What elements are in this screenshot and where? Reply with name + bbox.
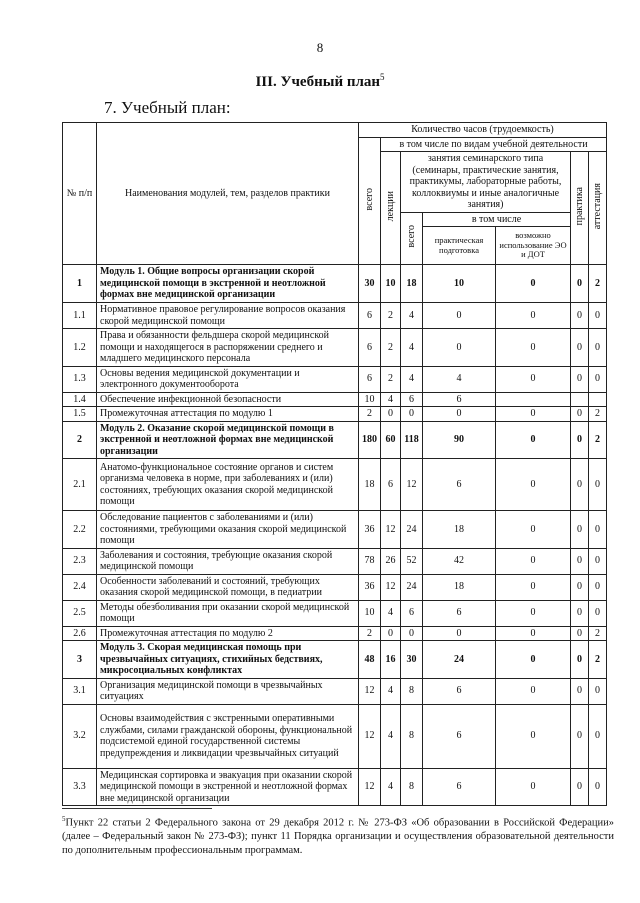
row-attestation: 0 — [589, 704, 607, 768]
row-total-hours: 2 — [359, 626, 381, 641]
topic-row — [63, 329, 607, 367]
row-attestation: 2 — [589, 407, 607, 422]
row-lecture-hours: 2 — [381, 303, 401, 329]
row-number: 2.5 — [63, 600, 97, 626]
header-seminar: занятия семинарского типа (семинары, практические занятия, практикумы, лабораторные работы, коллоквиумы и иные аналогичные занятия) — [401, 152, 571, 213]
row-total-hours: 6 — [359, 303, 381, 329]
topic-row — [63, 366, 607, 392]
header-v-tom-chisle: в том числе — [423, 212, 571, 227]
header-praktika-cell — [571, 152, 589, 265]
row-number: 3.2 — [63, 704, 97, 768]
row-practical-training: 0 — [423, 407, 496, 422]
row-name: Модуль 3. Скорая медицинская помощь при чрезвычайных ситуациях, стихийных бедствиях, микросоциальных конфликтах — [97, 641, 359, 679]
row-name: Основы ведения медицинской документации и электронного документооборота — [97, 366, 359, 392]
row-number: 3 — [63, 641, 97, 679]
row-practical-training: 6 — [423, 704, 496, 768]
module-row — [63, 265, 607, 303]
topic-row — [63, 407, 607, 422]
row-eo-dot: 0 — [496, 303, 571, 329]
row-name: Права и обязанности фельдшера скорой медицинской помощи и находящегося в распоряжении среднего и младшего медицинского персонала — [97, 329, 359, 367]
row-eo-dot: 0 — [496, 459, 571, 511]
header-attestatsiya: аттестация — [592, 183, 603, 230]
row-seminar-hours: 6 — [401, 392, 423, 407]
row-practice: 0 — [571, 407, 589, 422]
row-total-hours: 78 — [359, 548, 381, 574]
row-seminar-hours: 4 — [401, 329, 423, 367]
row-attestation: 0 — [589, 459, 607, 511]
header-praktika: практика — [574, 187, 585, 226]
row-eo-dot: 0 — [496, 678, 571, 704]
topic-row — [63, 303, 607, 329]
row-practice: 0 — [571, 459, 589, 511]
topic-row — [63, 574, 607, 600]
row-practical-training: 6 — [423, 392, 496, 407]
row-seminar-hours: 0 — [401, 407, 423, 422]
module-row — [63, 421, 607, 459]
row-name: Основы взаимодействия с экстренными оперативными службами, силами гражданской обороны, функциональной подсистемой единой государственной системы предупреждения и ликвидации чрезвычайных ситуаций — [97, 704, 359, 768]
row-attestation: 0 — [589, 768, 607, 806]
header-eo-dot: возможно использование ЭО и ДОТ — [496, 227, 571, 265]
row-total-hours: 12 — [359, 678, 381, 704]
row-lecture-hours: 16 — [381, 641, 401, 679]
section-title — [0, 72, 640, 91]
row-practical-training: 0 — [423, 303, 496, 329]
row-lecture-hours: 2 — [381, 329, 401, 367]
row-lecture-hours: 6 — [381, 459, 401, 511]
row-lecture-hours: 2 — [381, 366, 401, 392]
title-footnote-mark: 5 — [380, 72, 385, 82]
row-name: Медицинская сортировка и эвакуация при оказании скорой медицинской помощи в экстренной и неотложной формах вне медицинской организации — [97, 768, 359, 806]
row-seminar-hours: 24 — [401, 511, 423, 549]
module-row — [63, 641, 607, 679]
row-practice: 0 — [571, 600, 589, 626]
row-seminar-hours: 24 — [401, 574, 423, 600]
row-practice: 0 — [571, 641, 589, 679]
row-number: 3.3 — [63, 768, 97, 806]
row-eo-dot: 0 — [496, 366, 571, 392]
table-body — [63, 123, 607, 806]
row-practice: 0 — [571, 265, 589, 303]
row-lecture-hours: 12 — [381, 574, 401, 600]
row-attestation: 2 — [589, 421, 607, 459]
row-total-hours: 2 — [359, 407, 381, 422]
row-total-hours: 48 — [359, 641, 381, 679]
row-attestation: 2 — [589, 641, 607, 679]
row-number: 2.6 — [63, 626, 97, 641]
row-seminar-hours: 8 — [401, 704, 423, 768]
row-number: 1.1 — [63, 303, 97, 329]
row-number: 1.3 — [63, 366, 97, 392]
row-total-hours: 6 — [359, 329, 381, 367]
row-eo-dot: 0 — [496, 600, 571, 626]
row-eo-dot: 0 — [496, 641, 571, 679]
row-lecture-hours: 4 — [381, 600, 401, 626]
page-number: 8 — [316, 40, 324, 55]
row-number: 1 — [63, 265, 97, 303]
footnote-mark: 5 — [62, 815, 66, 823]
row-eo-dot: 0 — [496, 704, 571, 768]
row-attestation: 0 — [589, 600, 607, 626]
row-total-hours: 12 — [359, 704, 381, 768]
row-lecture-hours: 4 — [381, 768, 401, 806]
row-practice: 0 — [571, 768, 589, 806]
row-practical-training: 6 — [423, 600, 496, 626]
row-practice: 0 — [571, 704, 589, 768]
row-lecture-hours: 0 — [381, 407, 401, 422]
row-number: 1.5 — [63, 407, 97, 422]
row-attestation — [589, 392, 607, 407]
row-attestation: 2 — [589, 265, 607, 303]
row-seminar-hours: 118 — [401, 421, 423, 459]
row-name: Особенности заболеваний и состояний, требующих оказания скорой медицинской помощи, в педиатрии — [97, 574, 359, 600]
row-name: Обследование пациентов с заболеваниями и (или) состояниями, требующими оказания скорой медицинской помощи — [97, 511, 359, 549]
row-practical-training: 42 — [423, 548, 496, 574]
row-attestation: 2 — [589, 626, 607, 641]
row-practice: 0 — [571, 626, 589, 641]
row-name: Нормативное правовое регулирование вопросов оказания скорой медицинской помощи — [97, 303, 359, 329]
row-practice: 0 — [571, 366, 589, 392]
footnote-text: Пункт 22 статьи 2 Федерального закона от 29 декабря 2012 г. № 273-ФЗ «Об образовании в Российской Федерации» (далее – Федеральный закон № 273-ФЗ); пункт 11 Порядка организации и осуществления образовательной деятельности по дополнительным профессиональным программам. — [62, 817, 614, 856]
row-seminar-hours: 4 — [401, 366, 423, 392]
row-total-hours: 10 — [359, 600, 381, 626]
row-seminar-hours: 8 — [401, 768, 423, 806]
row-seminar-hours: 8 — [401, 678, 423, 704]
row-total-hours: 18 — [359, 459, 381, 511]
row-eo-dot: 0 — [496, 511, 571, 549]
row-practical-training: 4 — [423, 366, 496, 392]
topic-row — [63, 392, 607, 407]
row-name: Обеспечение инфекционной безопасности — [97, 392, 359, 407]
row-lecture-hours: 4 — [381, 704, 401, 768]
title-text: III. Учебный план — [255, 74, 381, 90]
row-name: Организация медицинской помощи в чрезвычайных ситуациях — [97, 678, 359, 704]
row-practice — [571, 392, 589, 407]
row-lecture-hours: 0 — [381, 626, 401, 641]
header-name: Наименования модулей, тем, разделов практики — [97, 123, 359, 265]
row-number: 2 — [63, 421, 97, 459]
topic-row — [63, 459, 607, 511]
row-lecture-hours: 4 — [381, 392, 401, 407]
row-lecture-hours: 60 — [381, 421, 401, 459]
curriculum-table — [62, 122, 607, 806]
row-attestation: 0 — [589, 329, 607, 367]
topic-row — [63, 678, 607, 704]
row-seminar-hours: 18 — [401, 265, 423, 303]
row-eo-dot — [496, 392, 571, 407]
row-practice: 0 — [571, 548, 589, 574]
header-row-1 — [63, 123, 607, 138]
row-practice: 0 — [571, 574, 589, 600]
row-practice: 0 — [571, 329, 589, 367]
row-practical-training: 6 — [423, 768, 496, 806]
row-practice: 0 — [571, 421, 589, 459]
row-total-hours: 12 — [359, 768, 381, 806]
subsection-title: 7. Учебный план: — [104, 98, 231, 117]
row-total-hours: 180 — [359, 421, 381, 459]
header-lektsii: лекции — [384, 191, 396, 222]
row-eo-dot: 0 — [496, 768, 571, 806]
row-practical-training: 18 — [423, 511, 496, 549]
row-total-hours: 36 — [359, 574, 381, 600]
row-seminar-hours: 4 — [401, 303, 423, 329]
row-name: Методы обезболивания при оказании скорой медицинской помощи — [97, 600, 359, 626]
row-name: Анатомо-функциональное состояние органов и систем организма человека в норме, при заболеваниях и (или) состояниях, требующих оказания скорой медицинской помощи — [97, 459, 359, 511]
header-seminar-vsego: всего — [405, 225, 417, 248]
row-number: 1.2 — [63, 329, 97, 367]
row-practical-training: 24 — [423, 641, 496, 679]
row-practice: 0 — [571, 511, 589, 549]
row-practical-training: 6 — [423, 678, 496, 704]
topic-row — [63, 704, 607, 768]
row-practical-training: 90 — [423, 421, 496, 459]
row-name: Модуль 2. Оказание скорой медицинской помощи в экстренной и неотложной формах вне медицинской организации — [97, 421, 359, 459]
header-lektsii-cell — [381, 152, 401, 265]
row-name: Заболевания и состояния, требующие оказания скорой медицинской помощи — [97, 548, 359, 574]
row-practice: 0 — [571, 303, 589, 329]
footnote-separator — [62, 808, 212, 809]
row-lecture-hours: 4 — [381, 678, 401, 704]
row-eo-dot: 0 — [496, 421, 571, 459]
row-name: Промежуточная аттестация по модулю 1 — [97, 407, 359, 422]
row-eo-dot: 0 — [496, 548, 571, 574]
row-attestation: 0 — [589, 366, 607, 392]
row-seminar-hours: 30 — [401, 641, 423, 679]
row-practical-training: 6 — [423, 459, 496, 511]
row-practical-training: 0 — [423, 329, 496, 367]
row-seminar-hours: 12 — [401, 459, 423, 511]
topic-row — [63, 548, 607, 574]
row-eo-dot: 0 — [496, 329, 571, 367]
row-attestation: 0 — [589, 511, 607, 549]
row-practical-training: 10 — [423, 265, 496, 303]
header-vsego: всего — [363, 187, 375, 211]
header-seminar-vsego-cell — [401, 212, 423, 265]
row-attestation: 0 — [589, 303, 607, 329]
row-number: 2.4 — [63, 574, 97, 600]
header-num: № п/п — [63, 123, 97, 265]
row-lecture-hours: 26 — [381, 548, 401, 574]
topic-row — [63, 626, 607, 641]
topic-row — [63, 768, 607, 806]
row-number: 3.1 — [63, 678, 97, 704]
header-attestatsiya-cell — [589, 152, 607, 265]
row-name: Модуль 1. Общие вопросы организации скорой медицинской помощи в экстренной и неотложной формах вне медицинской организации — [97, 265, 359, 303]
header-prakt-podgot: практическая подготовка — [423, 227, 496, 265]
row-attestation: 0 — [589, 574, 607, 600]
row-total-hours: 10 — [359, 392, 381, 407]
topic-row — [63, 511, 607, 549]
row-total-hours: 30 — [359, 265, 381, 303]
row-eo-dot: 0 — [496, 626, 571, 641]
row-lecture-hours: 10 — [381, 265, 401, 303]
row-name: Промежуточная аттестация по модулю 2 — [97, 626, 359, 641]
row-number: 2.2 — [63, 511, 97, 549]
topic-row — [63, 600, 607, 626]
row-number: 1.4 — [63, 392, 97, 407]
row-lecture-hours: 12 — [381, 511, 401, 549]
row-eo-dot: 0 — [496, 407, 571, 422]
row-eo-dot: 0 — [496, 574, 571, 600]
header-by-types: в том числе по видам учебной деятельности — [381, 137, 607, 152]
row-total-hours: 36 — [359, 511, 381, 549]
row-eo-dot: 0 — [496, 265, 571, 303]
row-practical-training: 18 — [423, 574, 496, 600]
row-attestation: 0 — [589, 548, 607, 574]
row-practice: 0 — [571, 678, 589, 704]
row-attestation: 0 — [589, 678, 607, 704]
row-seminar-hours: 6 — [401, 600, 423, 626]
row-seminar-hours: 0 — [401, 626, 423, 641]
row-number: 2.3 — [63, 548, 97, 574]
row-practical-training: 0 — [423, 626, 496, 641]
footnote — [62, 815, 614, 857]
row-number: 2.1 — [63, 459, 97, 511]
header-vsego-cell — [359, 137, 381, 265]
row-seminar-hours: 52 — [401, 548, 423, 574]
row-total-hours: 6 — [359, 366, 381, 392]
header-hours-total: Количество часов (трудоемкость) — [359, 123, 607, 138]
